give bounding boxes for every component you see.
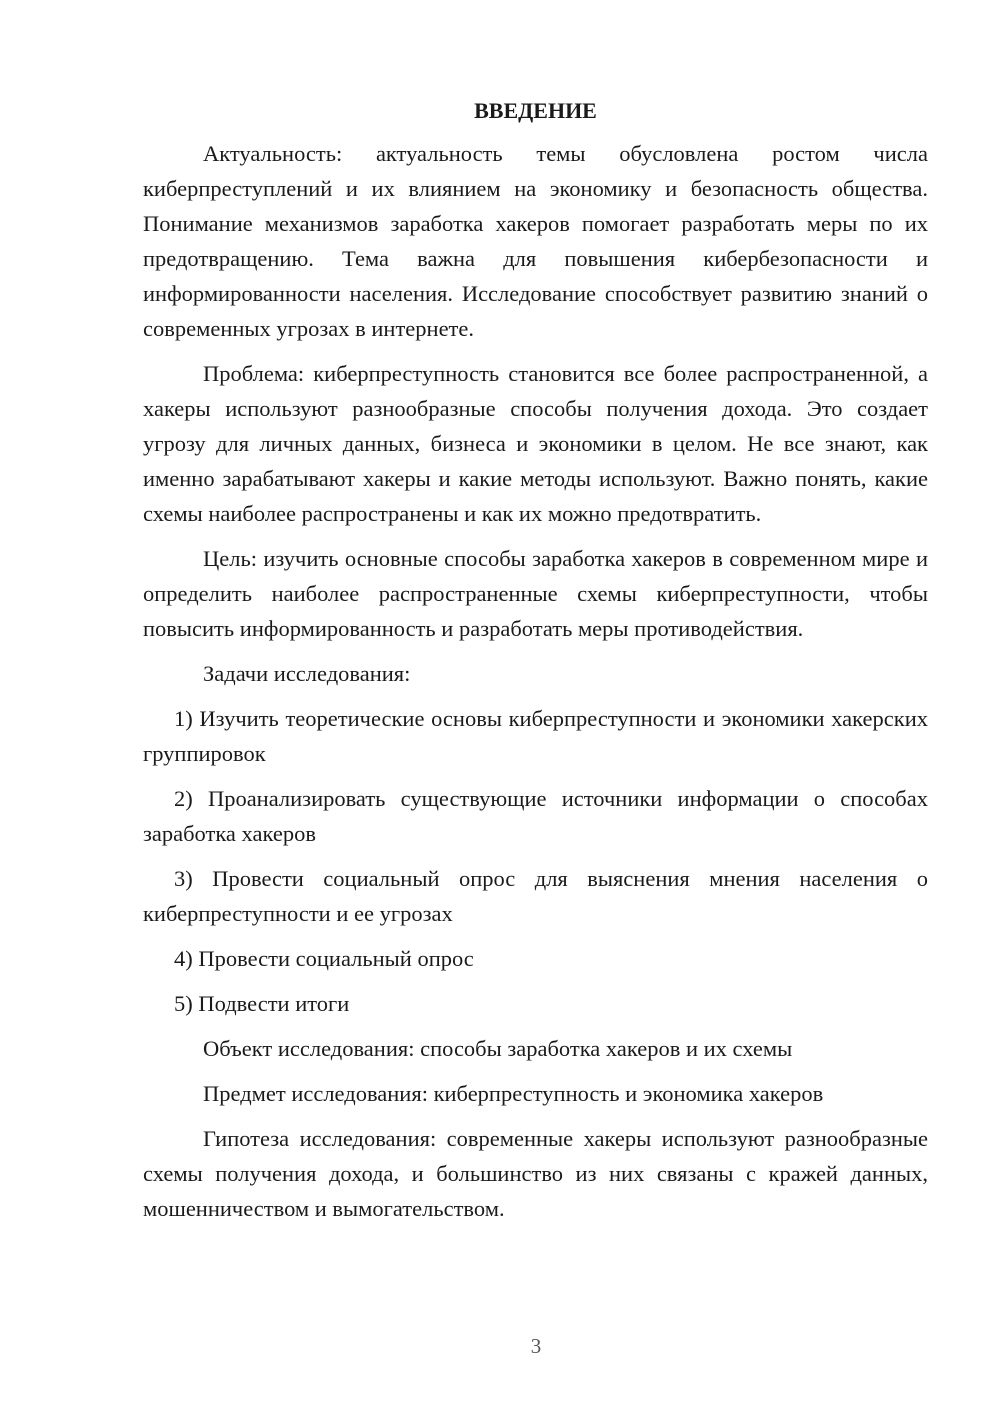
relevance-paragraph: Актуальность: актуальность темы обусловлена ростом числа киберпреступлений и их влиянием на экономику и безопасность общества. Понимание механизмов заработка хакеров помогает разработать меры по их предотвращению. Тема важна для повышения кибербезопасности и информированности населения. Исследование способствует развитию знаний о современных угрозах в интернете.: [143, 141, 928, 341]
goal-paragraph: Цель: изучить основные способы заработка хакеров в современном мире и определить наиболее распространенные схемы киберпреступности, чтобы повысить информированность и разработать меры противодействия.: [143, 546, 928, 641]
subject-paragraph: Предмет исследования: киберпреступность и экономика хакеров: [203, 1081, 824, 1106]
task-item-4: 4) Провести социальный опрос: [174, 946, 474, 971]
task-item-5: 5) Подвести итоги: [174, 991, 350, 1016]
object-paragraph: Объект исследования: способы заработка хакеров и их схемы: [203, 1036, 793, 1061]
problem-paragraph: Проблема: киберпреступность становится все более распространенной, а хакеры используют разнообразные способы получения дохода. Это создает угрозу для личных данных, бизнеса и экономики в целом. Не все знают, как именно зарабатывают хакеры и какие методы используют. Важно понять, какие схемы наиболее распространены и как их можно предотвратить.: [143, 361, 928, 526]
section-heading: ВВЕДЕНИЕ: [474, 98, 597, 123]
document-page: [143, 96, 928, 1226]
tasks-title: Задачи исследования:: [203, 661, 411, 686]
task-item-3: 3) Провести социальный опрос для выяснения мнения населения о киберпреступности и ее угрозах: [143, 866, 928, 926]
task-item-2: 2) Проанализировать существующие источники информации о способах заработка хакеров: [143, 786, 928, 846]
hypothesis-paragraph: Гипотеза исследования: современные хакеры используют разнообразные схемы получения дохода, и большинство из них связаны с кражей данных, мошенничеством и вымогательством.: [143, 1126, 928, 1221]
task-item-1: 1) Изучить теоретические основы киберпреступности и экономики хакерских группировок: [143, 706, 928, 766]
page-number: 3: [530, 1334, 542, 1358]
